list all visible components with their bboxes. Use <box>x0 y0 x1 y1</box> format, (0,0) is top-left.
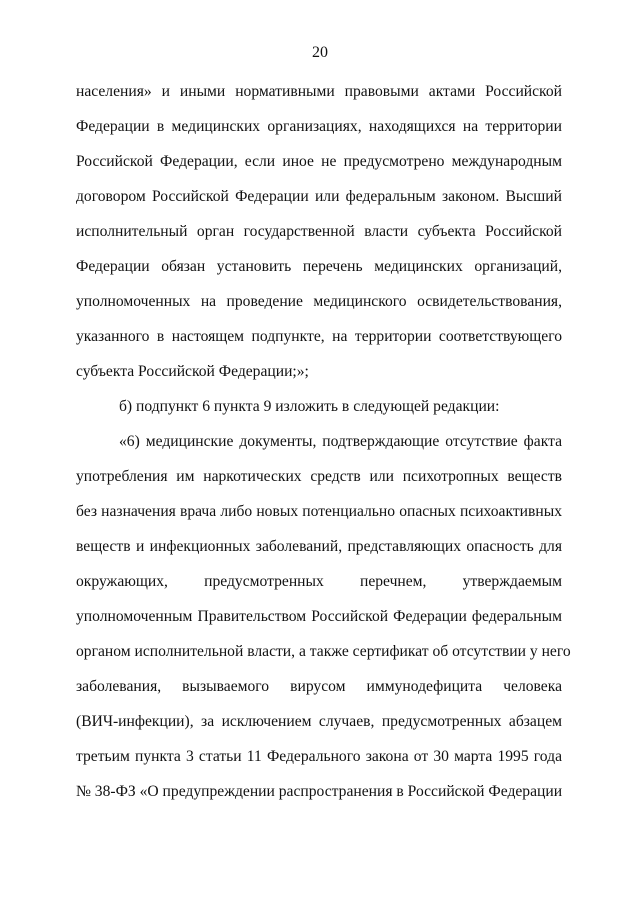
text-line: употребления им наркотических средств или психотропных веществ <box>76 468 562 485</box>
text-line: веществ и инфекционных заболеваний, представляющих опасность для <box>76 538 562 555</box>
text-line: субъекта Российской Федерации;»; <box>76 363 309 380</box>
text-line: третьим пункта 3 статьи 11 Федерального закона от 30 марта 1995 года <box>76 748 562 765</box>
text-line: уполномоченных на проведение медицинского освидетельствования, <box>76 293 562 310</box>
text-line: указанного в настоящем подпункте, на территории соответствующего <box>76 328 562 345</box>
text-line: (ВИЧ-инфекции), за исключением случаев, предусмотренных абзацем <box>76 713 562 730</box>
text-line: исполнительный орган государственной власти субъекта Российской <box>76 223 562 240</box>
text-line: без назначения врача либо новых потенциально опасных психоактивных <box>76 503 562 520</box>
text-line: населения» и иными нормативными правовыми актами Российской <box>76 83 562 100</box>
text-line: Федерации обязан установить перечень медицинских организаций, <box>76 258 562 275</box>
text-line: договором Российской Федерации или федеральным законом. Высший <box>76 188 562 205</box>
text-line: заболевания, вызываемого вирусом иммунодефицита человека <box>76 678 562 695</box>
text-line: уполномоченным Правительством Российской Федерации федеральным <box>76 608 562 625</box>
text-line: окружающих, предусмотренных перечнем, утверждаемым <box>76 573 562 590</box>
text-line: Федерации в медицинских организациях, находящихся на территории <box>76 118 562 135</box>
paragraph-start: «6) медицинские документы, подтверждающие отсутствие факта <box>119 433 562 450</box>
paragraph-start: б) подпункт 6 пункта 9 изложить в следующей редакции: <box>119 398 500 415</box>
page-number: 20 <box>312 44 328 61</box>
text-line: органом исполнительной власти, а также сертификат об отсутствии у него <box>76 643 571 660</box>
text-line: № 38-ФЗ «О предупреждении распространения в Российской Федерации <box>76 783 563 800</box>
text-line: Российской Федерации, если иное не предусмотрено международным <box>76 153 562 170</box>
